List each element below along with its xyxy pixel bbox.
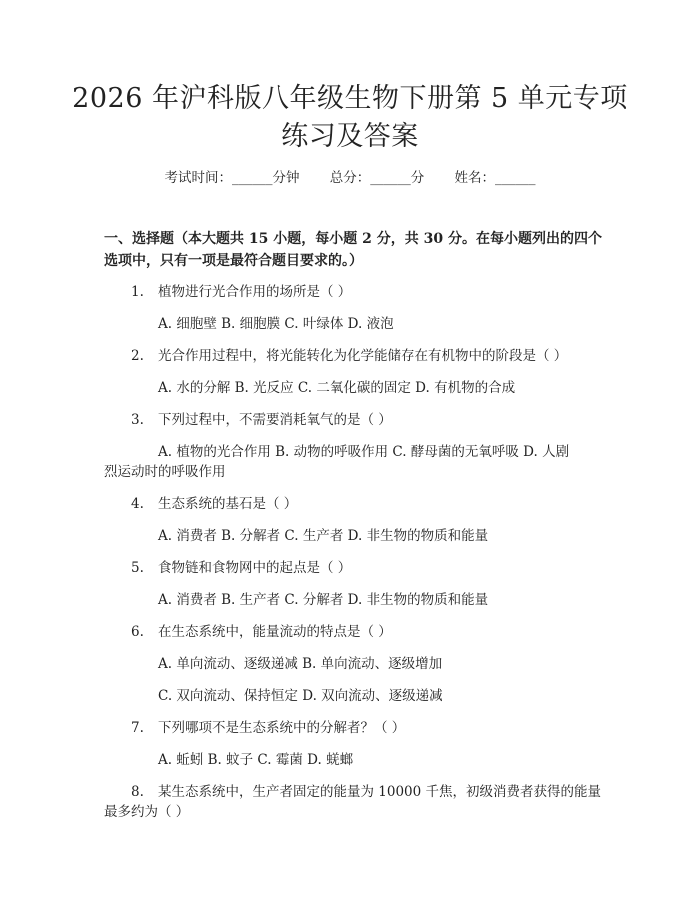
- exam-meta: [0, 168, 700, 188]
- question-number: 4.: [131, 496, 144, 512]
- section-heading: 一、选择题（本大题共 15 小题，每小题 2 分，共 30 分。在每小题列出的四个选项中，只有一项是最符合题目要求的。）: [104, 231, 602, 269]
- question-8-text-line-2: 最多约为（ ）: [104, 804, 190, 820]
- question-3-options-line-1: A. 植物的光合作用 B. 动物的呼吸作用 C. 酵母菌的无氧呼吸 D. 人剧: [158, 444, 570, 460]
- question-number: 3.: [131, 412, 144, 428]
- question-2-options: A. 水的分解 B. 光反应 C. 二氧化碳的固定 D. 有机物的合成: [158, 380, 516, 396]
- question-number: 8.: [131, 784, 144, 800]
- total-score: 总分：______分: [329, 170, 425, 186]
- title-line-1: 2026 年沪科版八年级生物下册第 5 单元专项: [72, 83, 628, 114]
- question-number: 1.: [131, 284, 144, 300]
- question-1-options: A. 细胞壁 B. 细胞膜 C. 叶绿体 D. 液泡: [158, 316, 394, 332]
- question-number: 5.: [131, 560, 144, 576]
- question-text: 下列哪项不是生态系统中的分解者？（ ）: [158, 720, 406, 736]
- question-5: [131, 557, 611, 579]
- question-text: 光合作用过程中，将光能转化为化学能储存在有机物中的阶段是（ ）: [158, 348, 568, 364]
- question-number: 2.: [131, 348, 144, 364]
- document-title: [60, 80, 640, 156]
- question-2: [131, 345, 611, 367]
- question-6-options-line-2: C. 双向流动、保持恒定 D. 双向流动、逐级递减: [158, 688, 443, 704]
- question-7-options: A. 蚯蚓 B. 蚊子 C. 霉菌 D. 蜣螂: [158, 752, 354, 768]
- question-3: [131, 409, 611, 431]
- question-text: 在生态系统中，能量流动的特点是（ ）: [158, 624, 392, 640]
- question-text: 下列过程中，不需要消耗氧气的是（ ）: [158, 412, 392, 428]
- question-number: 7.: [131, 720, 144, 736]
- question-text: 生态系统的基石是（ ）: [158, 496, 298, 512]
- exam-time: 考试时间：______分钟: [164, 170, 300, 186]
- question-5-options: A. 消费者 B. 生产者 C. 分解者 D. 非生物的物质和能量: [158, 592, 489, 608]
- question-4: [131, 493, 611, 515]
- question-4-options: A. 消费者 B. 分解者 C. 生产者 D. 非生物的物质和能量: [158, 528, 489, 544]
- question-text: 食物链和食物网中的起点是（ ）: [158, 560, 352, 576]
- student-name: 姓名：______: [454, 170, 536, 186]
- question-6-options-line-1: A. 单向流动、逐级递减 B. 单向流动、逐级增加: [158, 656, 443, 672]
- question-8: [131, 781, 611, 803]
- question-6: [131, 621, 611, 643]
- question-7: [131, 717, 611, 739]
- question-3-options-line-2: 烈运动时的呼吸作用: [104, 464, 226, 480]
- question-number: 6.: [131, 624, 144, 640]
- question-text-line-1: 某生态系统中，生产者固定的能量为 10000 千焦，初级消费者获得的能量: [158, 784, 602, 800]
- title-line-2: 练习及答案: [281, 121, 419, 152]
- question-1: [131, 281, 611, 303]
- question-text: 植物进行光合作用的场所是（ ）: [158, 284, 352, 300]
